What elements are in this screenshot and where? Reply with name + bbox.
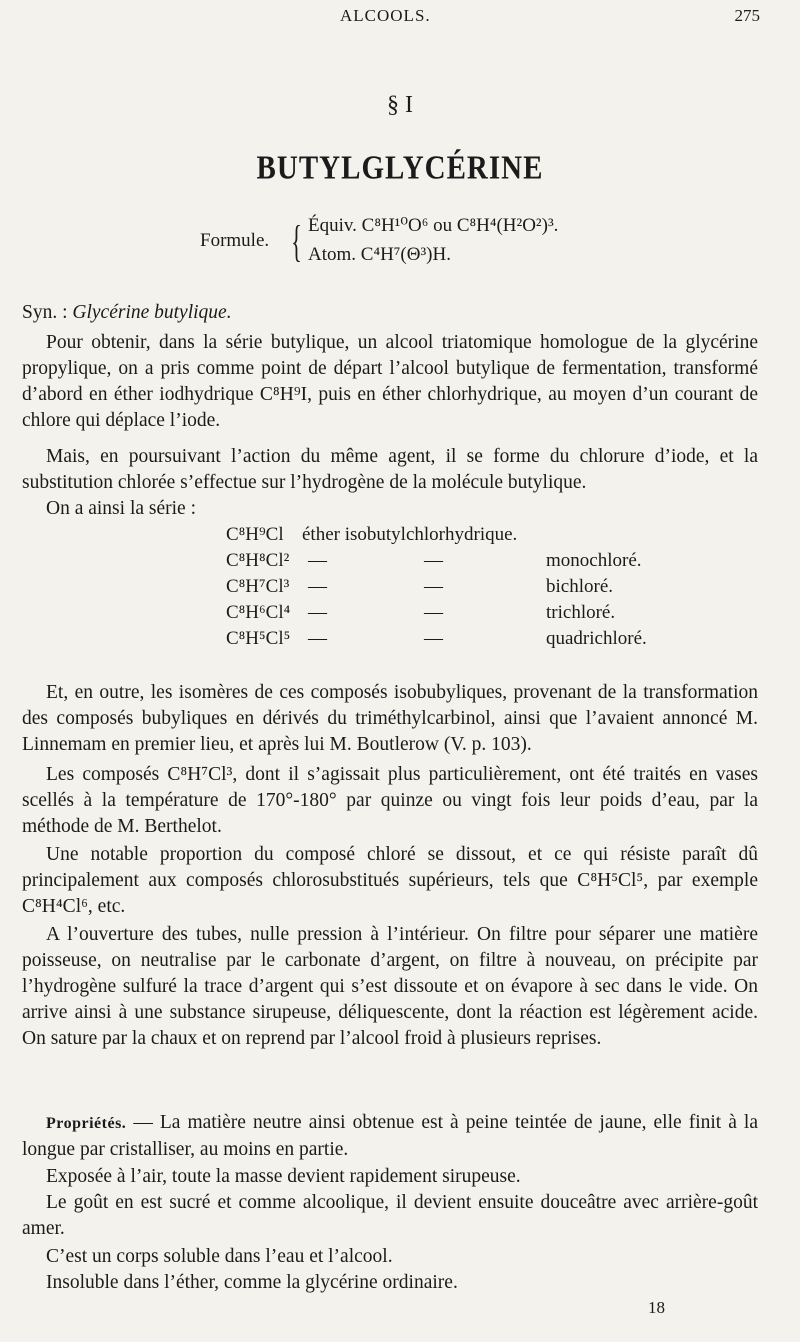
properties-paragraph-2: Exposée à l’air, toute la masse devient rapidement sirupeuse. <box>46 1166 521 1187</box>
ditto-dash: — <box>308 628 327 649</box>
page-number: 275 <box>734 6 760 25</box>
formula-atom: Atom. C⁴H⁷(Θ³)H. <box>308 244 451 265</box>
series-formula: C⁸H⁵Cl⁵ <box>226 628 291 649</box>
synonym-value: Glycérine butylique. <box>72 302 232 323</box>
series-name: éther isobutylchlorhydrique. <box>302 524 518 545</box>
running-head-title: ALCOOLS. <box>340 6 431 25</box>
paragraph-2: Mais, en poursuivant l’action du même agent, il se forme du chlorure d’iode, et la substitution chlorée s’effectue sur l’hydrogène de la molécule butylique. <box>22 446 758 493</box>
ditto-dash: — <box>308 602 327 623</box>
series-name: trichloré. <box>546 602 616 623</box>
paragraph-6: Une notable proportion du composé chloré se dissout, et ce qui résiste paraît dû principalement aux composés chlorosubstitués supérieurs, tels que C⁸H⁵Cl⁵, par exemple C⁸H⁴Cl⁶, etc. <box>22 844 758 917</box>
formula-label: Formule. <box>200 230 270 251</box>
synonym-line <box>22 300 758 326</box>
properties-paragraph-1 <box>22 1110 758 1163</box>
series-formula: C⁸H⁹Cl <box>226 524 284 545</box>
series-name: bichloré. <box>546 576 614 597</box>
series-table <box>226 522 766 662</box>
ditto-dash: — <box>424 602 443 623</box>
series-formula: C⁸H⁸Cl² <box>226 550 290 571</box>
properties-text: — La matière neutre ainsi obtenue est à peine teintée de jaune, elle finit à la longue par cristalliser, au moins en partie. <box>22 1112 758 1160</box>
formula-block <box>200 214 740 276</box>
properties-heading: Propriétés. <box>46 1115 127 1132</box>
series-name: quadrichloré. <box>546 628 647 649</box>
paragraph-1: Pour obtenir, dans la série butylique, un alcool triatomique homologue de la glycérine propylique, on a pris comme point de départ l’alcool butylique de fermentation, transformé d’abord en éther iodhydrique C⁸H⁹I, puis en éther chlorhydrique, au moyen d’un courant de chlore qui déplace l’iode. <box>22 332 758 431</box>
series-name: monochloré. <box>546 550 642 571</box>
paragraph-4: Et, en outre, les isomères de ces composés isobubyliques, provenant de la transformation des composés bubyliques en dérivés du triméthylcarbinol, ainsi que l’avaient annoncé M. Linnemam en premier lieu, et après lui M. Boutlerow (V. p. 103). <box>22 682 758 755</box>
paragraph-7: A l’ouverture des tubes, nulle pression à l’intérieur. On filtre pour séparer une matière poisseuse, on neutralise par le carbonate d’argent, on filtre à nouveau, on précipite par l’hydrogène sulfuré la trace d’argent qui s’est dissoute et on évapore à sec dans le vide. On arrive ainsi à une substance sirupeuse, déliquescente, dont la réaction est légèrement acide. On sature par la chaux et on reprend par l’alcool froid à plusieurs reprises. <box>22 924 758 1049</box>
synonym-label: Syn. : <box>22 302 73 323</box>
ditto-dash: — <box>424 576 443 597</box>
paragraph-5: Les composés C⁸H⁷Cl³, dont il s’agissait plus particulièrement, ont été traités en vases scellés à la température de 170°-180° par quinze ou vingt fois leur poids d’eau, par la méthode de M. Berthelot. <box>22 764 758 837</box>
page-title: BUTYLGLYCÉRINE <box>256 149 544 187</box>
properties-paragraph-3: Le goût en est sucré et comme alcoolique, il devient ensuite douceâtre avec arrière-goût amer. <box>22 1192 758 1239</box>
series-formula: C⁸H⁶Cl⁴ <box>226 602 291 623</box>
signature-mark: 18 <box>648 1298 665 1317</box>
ditto-dash: — <box>424 628 443 649</box>
series-formula: C⁸H⁷Cl³ <box>226 576 290 597</box>
ditto-dash: — <box>308 576 327 597</box>
formula-equiv: Équiv. C⁸H¹⁰O⁶ ou C⁸H⁴(H²O²)³. <box>308 215 559 236</box>
running-head <box>0 4 800 28</box>
ditto-dash: — <box>424 550 443 571</box>
section-number: § I <box>387 92 413 118</box>
ditto-dash: — <box>308 550 327 571</box>
paragraph-3: On a ainsi la série : <box>46 498 196 519</box>
brace-icon: { <box>291 217 302 266</box>
properties-paragraph-5: Insoluble dans l’éther, comme la glycérine ordinaire. <box>46 1272 458 1293</box>
properties-paragraph-4: C’est un corps soluble dans l’eau et l’alcool. <box>46 1246 393 1267</box>
